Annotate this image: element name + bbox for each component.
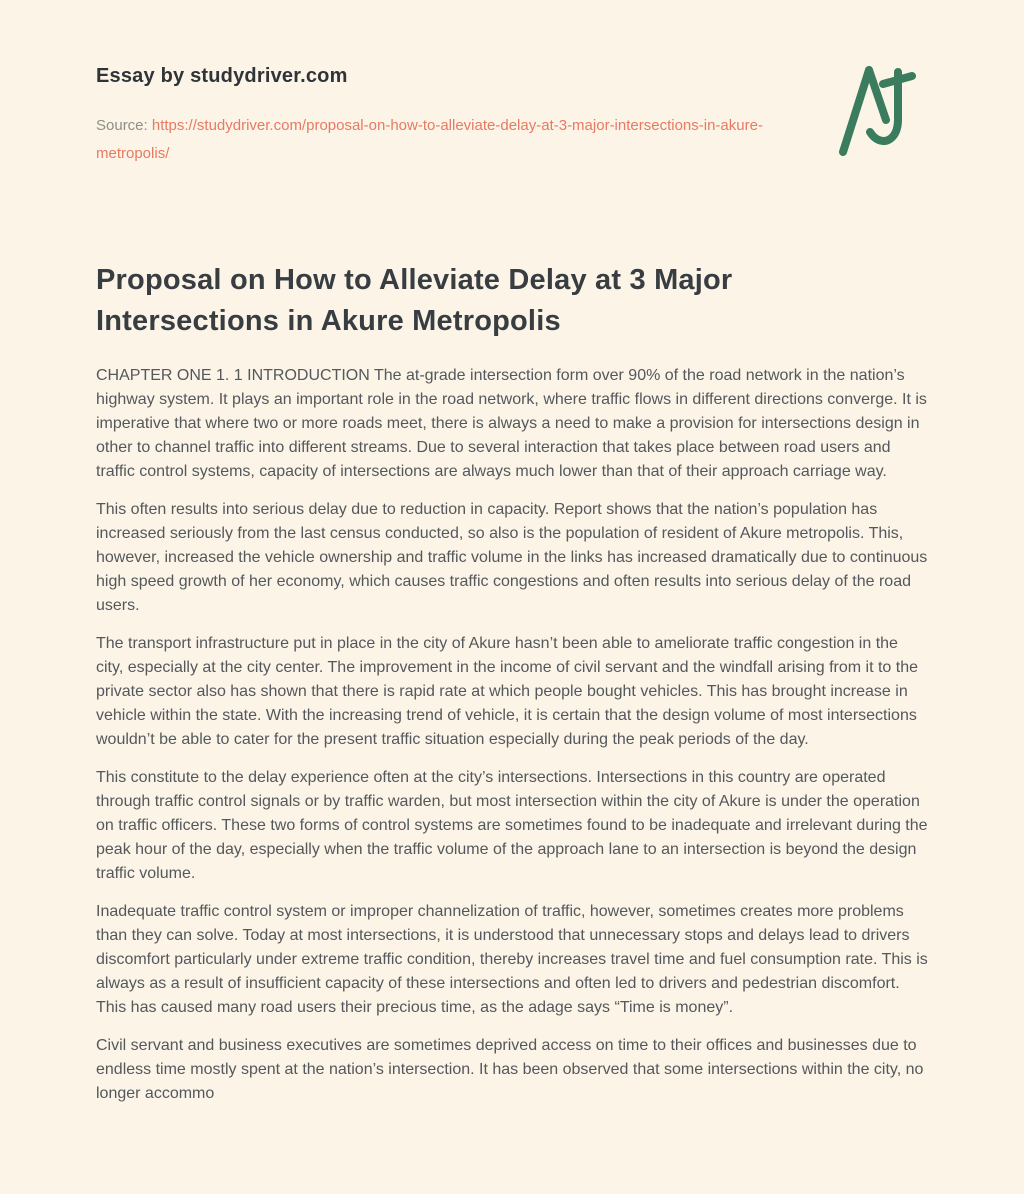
source-url-link[interactable]: https://studydriver.com/proposal-on-how-to-alleviate-delay-at-3-major-intersections-in-akure-metropolis/ xyxy=(96,117,763,162)
studydriver-logo-glyph xyxy=(838,64,916,156)
essay-paragraph-2: This often results into serious delay due to reduction in capacity. Report shows that the nation’s population has increased seriously from the last census conducted, so also is the population of resident of Akure metropolis. This, however, increased the vehicle ownership and traffic volume in the links has increased dramatically due to continuous high speed growth of her economy, which causes traffic congestions and often results into serious delay of the road users. xyxy=(96,501,928,614)
studydriver-logo xyxy=(838,64,916,156)
essay-paragraph-5: Inadequate traffic control system or improper channelization of traffic, however, sometimes creates more problems than they can solve. Today at most intersections, it is understood that unnecessary stops and delays lead to drivers discomfort particularly under extreme traffic condition, thereby increases travel time and fuel consumption rate. This is always as a result of insufficient capacity of these intersections and often led to drivers and pedestrian discomfort. This has caused many road users their precious time, as the adage says “Time is money”. xyxy=(96,903,928,1016)
source-label: Source: xyxy=(96,117,148,134)
essay-paragraph-4: This constitute to the delay experience often at the city’s intersections. Intersections in this country are operated through traffic control signals or by traffic warden, but most intersection within the city of Akure is under the operation on traffic officers. These two forms of control systems are sometimes found to be inadequate and irrelevant during the peak hour of the day, especially when the traffic volume of the approach lane to an intersection is beyond the design traffic volume. xyxy=(96,769,928,882)
essay-paragraph-6: Civil servant and business executives are sometimes deprived access on time to their offices and businesses due to endless time mostly spent at the nation’s intersection. It has been observed that some intersections within the city, no longer accommo xyxy=(96,1037,924,1102)
essay-title: Proposal on How to Alleviate Delay at 3 Major Intersections in Akure Metropolis xyxy=(96,264,733,337)
essay-paragraph-1: CHAPTER ONE 1. 1 INTRODUCTION The at-grade intersection form over 90% of the road network in the nation’s highway system. It plays an important role in the road network, where traffic flows in different directions converge. It is imperative that where two or more roads meet, there is always a need to make a provision for intersections design in other to channel traffic into different streams. Due to several interaction that takes place between road users and traffic control systems, capacity of intersections are always much lower than that of their approach carriage way. xyxy=(96,367,927,480)
essay-body xyxy=(96,364,928,1106)
essay-paragraph-3: The transport infrastructure put in place in the city of Akure hasn’t been able to ameliorate traffic congestion in the city, especially at the city center. The improvement in the income of civil servant and the windfall arising from it to the private sector also has shown that there is rapid rate at which people bought vehicles. This has brought increase in vehicle within the state. With the increasing trend of vehicle, it is certain that the design volume of most intersections wouldn’t be able to cater for the present traffic situation especially during the peak periods of the day. xyxy=(96,635,919,748)
source-line xyxy=(96,112,796,168)
essay-byline: Essay by studydriver.com xyxy=(96,65,348,87)
